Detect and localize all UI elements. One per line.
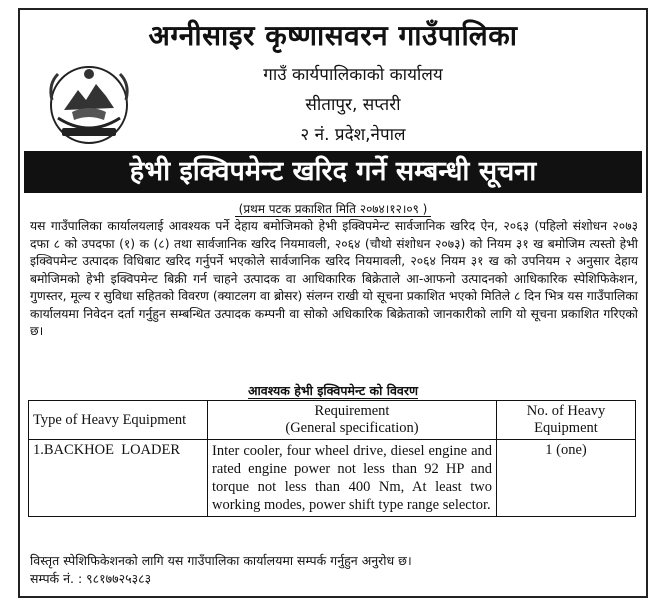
equipment-requirement: Inter cooler, four wheel drive, diesel engine and rated engine power not less than 92 HP and torque not less than 400 Nm, At least two working modes, power shift type range selector.: [208, 440, 497, 517]
table-title-text: आवश्यक हेभी इक्विपमेन्ट को विवरण: [247, 383, 419, 398]
header-requirement: [208, 401, 497, 440]
table-header-row: [29, 401, 636, 440]
equipment-type: 1.BACKHOE LOADER: [29, 440, 208, 517]
header-requirement-line2: (General specification): [285, 420, 419, 436]
notice-title-banner: हेभी इक्विपमेन्ट खरिद गर्ने सम्बन्धी सूचना: [24, 151, 642, 193]
table-title: [20, 382, 646, 399]
equipment-count: 1 (one): [497, 440, 636, 517]
footer-contact: सम्पर्क नं. : ९८१७७२५३८३: [30, 571, 152, 586]
office-name: गाउँ कार्यपालिकाको कार्यालय: [263, 65, 443, 85]
first-published-text: (प्रथम पटक प्रकाशित मिति २०७४।१२।०९ ): [235, 202, 432, 217]
notice-body: यस गाउँपालिका कार्यालयलाई आवश्यक पर्ने देहाय बमोजिमको हेभी इक्विपमेन्ट सार्वजानिक खरिद ऐन, २०६३ (पहिलो संशोधन २०७३ दफा ८ को उपदफा (१) क (८) तथा सार्वजानिक खरिद नियमावली, २०६४ (चौथो संशोधन २०७३) को नियम ३१ ख बमोजिम त्यस्तो हेभी इक्विपमेन्ट उत्पादक विधिबाट खरिद गर्नुपर्ने भएकोले सार्वजानिक खरिद नियमावली, २०६४ नियम ३१ ख को उपनियम २ अनुसार देहाय बमोजिमको हेभी इक्विपमेन्ट बिक्री गर्न चाहने उत्पादक वा आधिकारिक बिक्रेताले आ-आफनो उत्पादनको आधिकारिक स्पेशिफिकेशन, गुणस्तर, मूल्य र सुविधा सहितको विवरण (क्याटलग वा ब्रोसर) संलग्न राखी यो सूचना प्रकाशित भएको मितिले ८ दिन भित्र यस गाउँपालिका कार्यालयमा निवेदन दर्ता गर्नुहुन सम्बन्धित उत्पादक कम्पनी वा सोको अधिकारिक बिक्रेताको जानकारीको लागि यो सूचना प्रकाशित गरिएको छ।: [30, 219, 638, 338]
notice-footer: [30, 552, 644, 588]
table-row: [29, 440, 636, 517]
header-type: Type of Heavy Equipment: [29, 401, 208, 440]
header-requirement-line1: Requirement: [314, 403, 390, 419]
first-published-date: [20, 200, 646, 217]
municipality-name: अग्नीसाइर कृष्णासवरन गाउँपालिका: [148, 19, 518, 52]
header-number: No. of Heavy Equipment: [497, 401, 636, 440]
equipment-table: [28, 400, 636, 517]
office-location: सीतापुर, सप्तरी: [305, 95, 401, 115]
province-name: २ नं. प्रदेश,नेपाल: [300, 125, 406, 145]
footer-request: विस्तृत स्पेशिफिकेशनको लागि यस गाउँपालिका कार्यालयमा सम्पर्क गर्नुहुन अनुरोध छ।: [30, 553, 412, 568]
